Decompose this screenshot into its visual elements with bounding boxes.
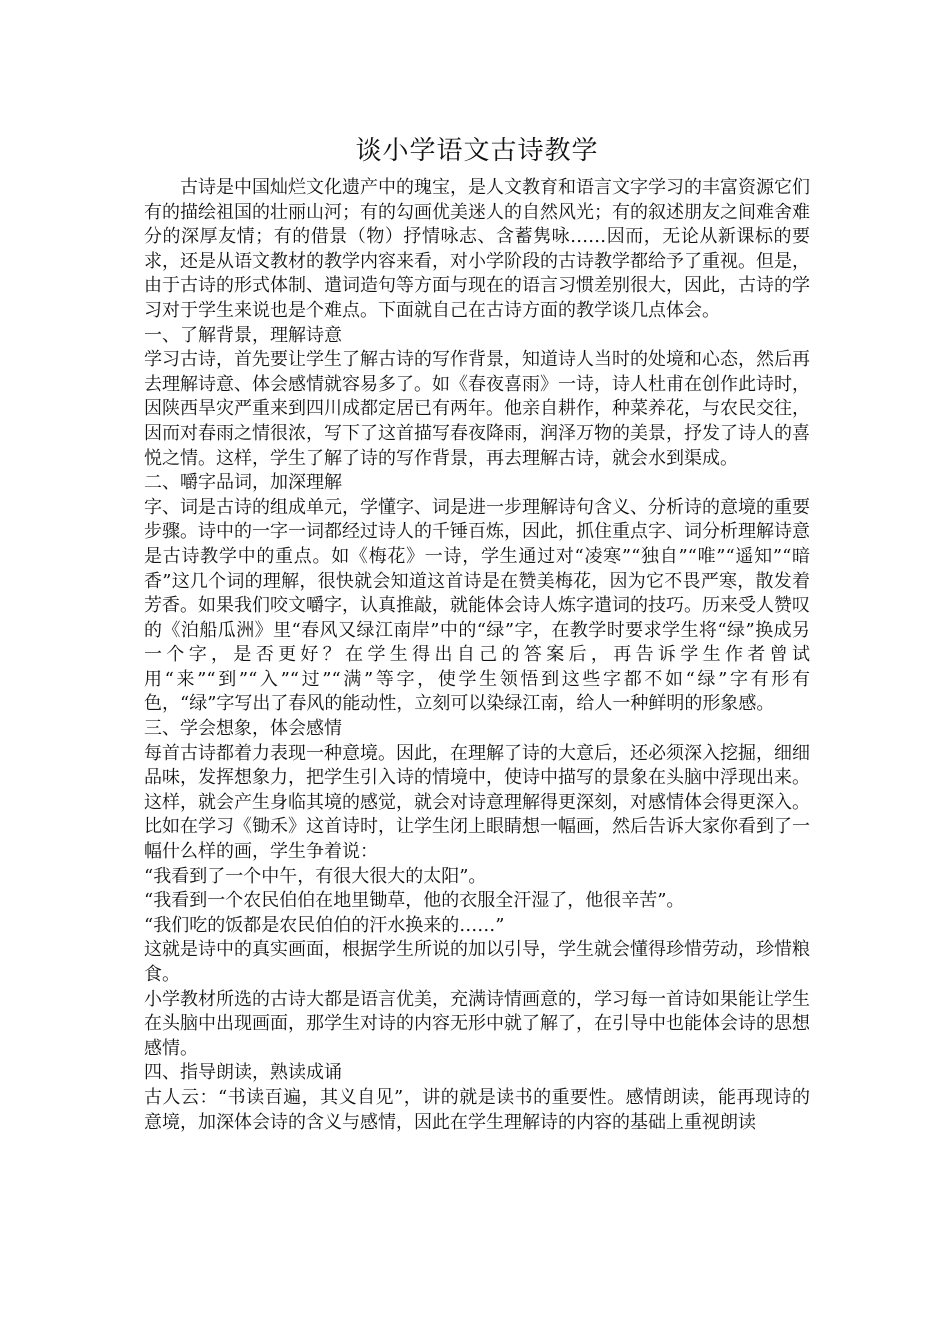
student-quote-1: “我看到了一个中午，有很大很大的太阳”。: [144, 865, 487, 887]
document-body: [144, 133, 810, 1135]
student-quote-3: “我们吃的饭都是农民伯伯的汗水换来的……”: [144, 914, 505, 936]
section-1-paragraph: 学习古诗，首先要让学生了解古诗的写作背景，知道诗人当时的处境和心态，然后再去理解诗意、体会感情就容易多了。如《春夜喜雨》一诗，诗人杜甫在创作此诗时，因陕西旱灾严重来到四川成都定居已有两年。他亲自耕作，种菜养花，与农民交往，因而对春雨之情很浓，写下了这首描写春夜降雨，润泽万物的美景，抒发了诗人的喜悦之情。这样，学生了解了诗的写作背景，再去理解古诗，就会水到渠成。: [144, 349, 810, 469]
section-heading-3: 三、学会想象，体会感情: [144, 718, 342, 740]
intro-paragraph: 古诗是中国灿烂文化遗产中的瑰宝，是人文教育和语言文字学习的丰富资源它们有的描绘祖国的壮丽山河；有的勾画优美迷人的自然风光；有的叙述朋友之间难舍难分的深厚友情；有的借景（物）抒情咏志、含蓄隽咏……因而，无论从新课标的要求，还是从语文教材的教学内容来看，对小学阶段的古诗教学都给予了重视。但是，由于古诗的形式体制、遣词造句等方面与现在的语言习惯差别很大，因此，古诗的学习对于学生来说也是个难点。下面就自己在古诗方面的教学谈几点体会。: [144, 177, 810, 321]
section-3-summary: 这就是诗中的真实画面，根据学生所说的加以引导，学生就会懂得珍惜劳动，珍惜粮食。: [144, 939, 810, 985]
section-heading-1: 一、了解背景，理解诗意: [144, 324, 342, 346]
section-heading-4: 四、指导朗读，熟读成诵: [144, 1062, 342, 1084]
section-4-paragraph: 古人云：“书读百遍，其义自见”，讲的就是读书的重要性。感情朗读，能再现诗的意境，加深体会诗的含义与感情，因此在学生理解诗的内容的基础上重视朗读: [144, 1086, 810, 1133]
section-3-conclusion: 小学教材所选的古诗大都是语言优美，充满诗情画意的，学习每一首诗如果能让学生在头脑中出现画面，那学生对诗的内容无形中就了解了，在引导中也能体会诗的思想感情。: [144, 988, 810, 1059]
section-heading-2: 二、嚼字品词，加深理解: [144, 472, 342, 494]
section-2-paragraph: 字、词是古诗的组成单元，学懂字、词是进一步理解诗句含义、分析诗的意境的重要步骤。诗中的一字一词都经过诗人的千锤百炼，因此，抓住重点字、词分析理解诗意是古诗教学中的重点。如《梅花》一诗，学生通过对“凌寒”“独自”“唯”“遥知”“暗香”这几个词的理解，很快就会知道这首诗是在赞美梅花，因为它不畏严寒，散发着芳香。如果我们咬文嚼字，认真推敲，就能体会诗人炼字遣词的技巧。历来受人赞叹的《泊船瓜洲》里“春风又绿江南岸”中的“绿”字，在教学时要求学生将“绿”换成另一个字，是否更好？在学生得出自己的答案后，再告诉学生作者曾试用“来”“到”“入”“过”“满”等字，使学生领悟到这些字都不如“绿”字有形有色，“绿”字写出了春风的能动性，立刻可以染绿江南，给人一种鲜明的形象感。: [144, 496, 810, 715]
section-3-paragraph: 每首古诗都着力表现一种意境。因此，在理解了诗的大意后，还必须深入挖掘，细细品味，发挥想象力，把学生引入诗的情境中，使诗中描写的景象在头脑中浮现出来。这样，就会产生身临其境的感觉，就会对诗意理解得更深刻，对感情体会得更深入。比如在学习《锄禾》这首诗时，让学生闭上眼睛想一幅画，然后告诉大家你看到了一幅什么样的画，学生争着说：: [144, 742, 810, 863]
student-quote-2: “我看到一个农民伯伯在地里锄草，他的衣服全汗湿了，他很辛苦”。: [144, 890, 685, 912]
document-title: 谈小学语文古诗教学: [355, 136, 599, 166]
